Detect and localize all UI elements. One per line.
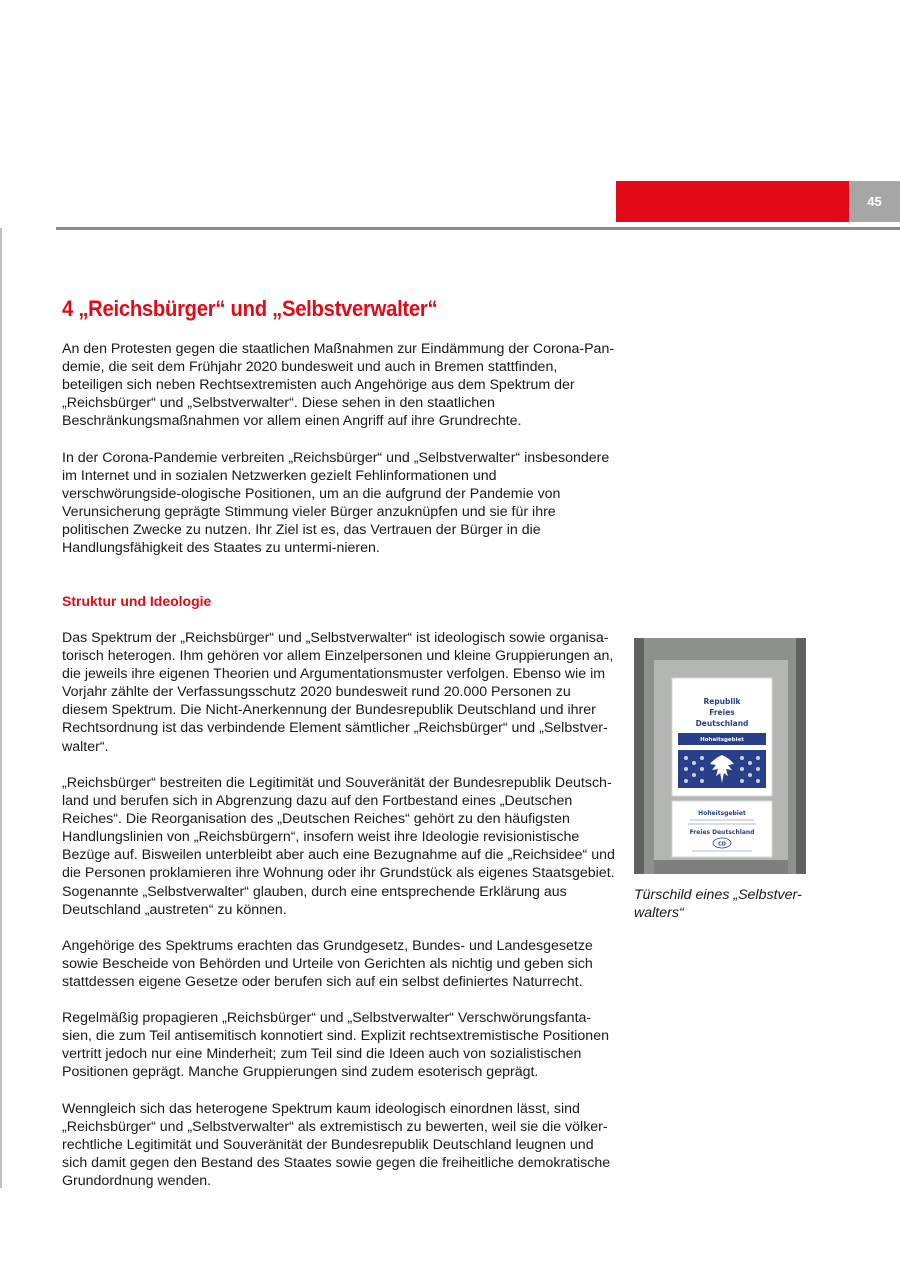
page-number: 45 <box>849 181 900 222</box>
header-red-bar <box>616 181 849 222</box>
section-paragraph-2: „Reichsbürger“ bestreiten die Legitimität und Souveränität der Bundesrepublik Deutsch-land und berufen sich in Abgrenzung dazu auf den Fortbestand eines „Deutschen Reiches“. Die Reorganisation des „Deutschen Reiches“ gehört zu den häufigsten Handlungslinien von „Reichsbürgern“, insofern weist ihre Ideologie revisionistische Bezüge auf. Bisweilen unterbleibt aber auch eine Bezugnahme auf die „Reichsidee“ und die Personen proklamieren ihre Wohnung oder ihr Grundstück als eigenes Staatsgebiet. Sogenannte „Selbstverwalter“ glauben, durch eine entsprechende Erklärung aus Deutschland „austreten“ zu können. <box>62 775 615 918</box>
sign-line-3: Deutschland <box>695 719 749 728</box>
left-margin-rule <box>0 228 2 1188</box>
section-paragraph-3: Angehörige des Spektrums erachten das Grundgesetz, Bundes- und Landesgesetze sowie Bescheide von Behörden und Urteile von Gerichten als nichtig und geben sich stattdessen eigene Gesetze oder berufen sich auf ein selbst definiertes Naturrecht. <box>62 938 593 991</box>
intro-paragraph-2: In der Corona-Pandemie verbreiten „Reichsbürger“ und „Selbstverwalter“ insbesondere im Internet und in sozialen Netzwerken gezielt Fehlinformationen und verschwörungside-ologische Positionen, um an die aufgrund der Pandemie von Verunsicherung geprägte Stimmung vieler Bürger anzuknüpfen und sie für ihre politischen Zwecke zu nutzen. Ihr Ziel ist es, das Vertrauen der Bürger in die Handlungsfähigkeit des Staates zu untermi-nieren. <box>62 450 610 557</box>
sign-lower-title: Hoheitsgebiet <box>698 810 746 817</box>
sign-band-text: Hoheitsgebiet <box>700 737 744 743</box>
intro-paragraph-1: An den Protesten gegen die staatlichen Maßnahmen zur Eindämmung der Corona-Pan-demie, die seit dem Frühjahr 2020 bundesweit und auch in Bremen stattfinden, beteiligen sich neben Rechtsextremisten auch Angehörige aus dem Spektrum der „Reichsbürger“ und „Selbstverwalter“. Diese sehen in den staatlichen Beschränkungsmaßnahmen vor allem einen Angriff auf ihre Grundrechte. <box>62 341 615 430</box>
sign-lower-name: Freies Deutschland <box>689 829 755 836</box>
sign-line-1: Republik <box>703 697 741 706</box>
section-paragraph-1: Das Spektrum der „Reichsbürger“ und „Selbstverwalter“ ist ideologisch sowie organisa-torisch heterogen. Ihm gehören vor allem Einzelpersonen und kleine Gruppierungen an, die jeweils ihre eigenen Theorien und Argumentationsmuster verfolgen. Ebenso wie im Vorjahr zählte der Verfassungsschutz 2020 bundesweit rund 20.000 Personen zu diesem Spektrum. Die Nicht-Anerkennung der Bundesrepublik Deutschland und ihrer Rechtsordnung ist das verbindende Element sämtlicher „Reichsbürger“ und „Selbstver-walter“. <box>62 630 614 755</box>
section-paragraph-4: Regelmäßig propagieren „Reichsbürger“ und „Selbstverwalter“ Verschwörungsfanta-sien, die zum Teil antisemitisch konnotiert sind. Explizit rechtsextremistische Positionen vertritt jedoch nur eine Minderheit; zum Teil sind die Ideen auch von sozialistischen Positionen geprägt. Manche Gruppierungen sind zudem esoterisch geprägt. <box>62 1010 609 1081</box>
sign-line-2: Freies <box>709 708 735 717</box>
section-paragraph-5: Wenngleich sich das heterogene Spektrum kaum ideologisch einordnen lässt, sind „Reichsbürger“ und „Selbstverwalter“ als extremistisch zu bewerten, weil sie die völker-rechtliche Legitimität und Souveränität der Bundesrepublik Deutschland leugnen und sich damit gegen den Bestand des Staates sowie gegen die freiheitliche demokratische Grundordnung wenden. <box>62 1101 611 1190</box>
header-rule <box>56 227 900 230</box>
figure-caption: Türschild eines „Selbstver-walters“ <box>634 887 802 922</box>
sign-badge: CD <box>718 841 726 848</box>
door-sign-illustration <box>634 638 806 874</box>
chapter-title: 4 „Reichsbürger“ und „Selbstverwalter“ <box>62 296 438 321</box>
door-sign-photo <box>634 638 806 874</box>
section-heading: Struktur und Ideologie <box>62 593 212 609</box>
